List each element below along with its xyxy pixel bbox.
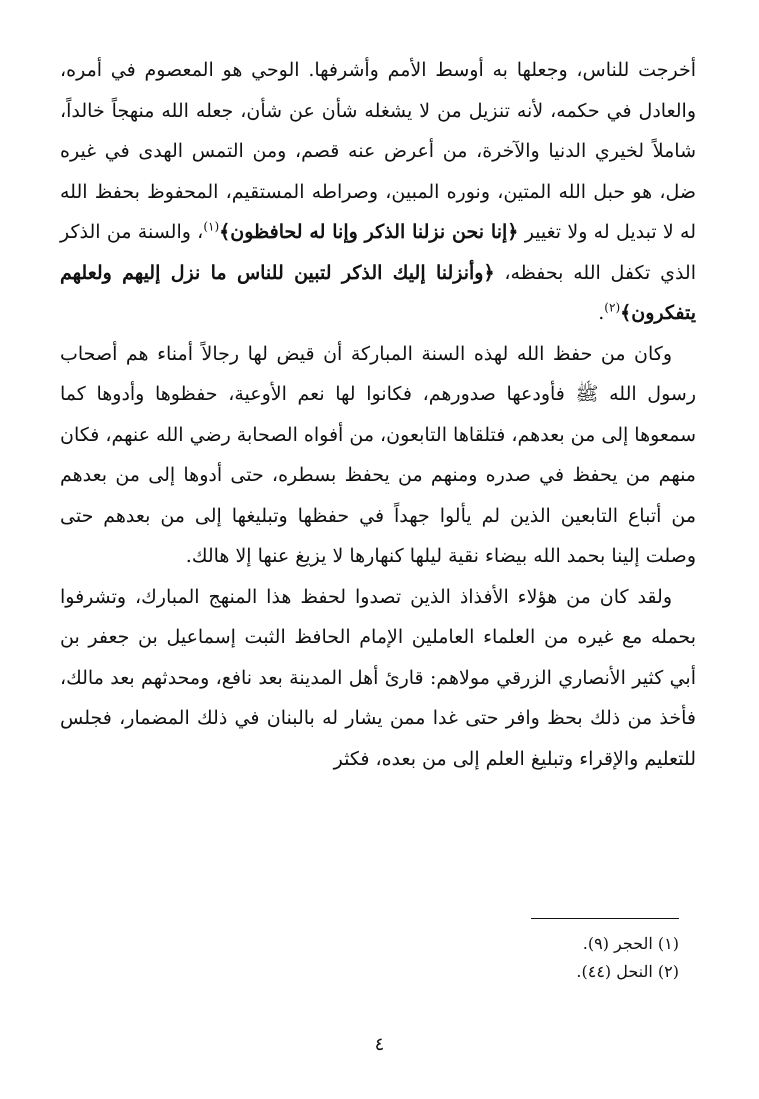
paragraph-1: [60, 50, 696, 334]
footnote-marker-1[interactable]: (١): [203, 219, 220, 234]
paragraph-2-text: وكان من حفظ الله لهذه السنة المباركة أن قيض لها رجالاً أمناء هم أصحاب رسول الله ﷺ فأودعها صدورهم، فكانوا لها نعم الأوعية، حفظوها وأدوها كما سمعوها إلى من بعدهم، فتلقاها التابعون، من أفواه الصحابة رضي الله عنهم، فكان منهم من يحفظ في صدره ومنهم من يحفظ بسطره، حتى أدوها إلى من بعدهم من أتباع التابعين الذين لم يألوا جهداً في حفظها وتبليغها إلى من بعدهم حتى وصلت إلينا بحمد الله بيضاء نقية ليلها كنهارها لا يزيغ عنها إلا هالك.: [60, 342, 696, 567]
footnote-2: (٢) النحل (٤٤).: [576, 962, 679, 981]
page-number: ٤: [374, 1034, 385, 1055]
footnote-marker-2[interactable]: (٢): [604, 300, 621, 315]
quran-verse-1: ﴿إنا نحن نزلنا الذكر وإنا له لحافظون﴾: [219, 221, 519, 243]
page-body: [60, 50, 696, 779]
quran-verse-2: ﴿وأنزلنا إليك الذكر لتبين للناس ما نزل إليهم ولعلهم يتفكرون﴾: [60, 261, 696, 324]
paragraph-1-text-1: أخرجت للناس، وجعلها به أوسط الأمم وأشرفها. الوحي هو المعصوم في أمره، والعادل في حكمه، لأنه تنزيل من لا يشغله شأن عن شأن، جعله الله منهجاً خالداً، شاملاً لخيري الدنيا والآخرة، من أعرض عنه قصم، ومن التمس الهدى في غيره ضل، هو حبل الله المتين، ونوره المبين، وصراطه المستقيم، المحفوظ بحفظ الله له لا تبديل له ولا تغيير: [60, 59, 696, 243]
paragraph-2: [60, 334, 696, 577]
footnotes: [79, 930, 679, 986]
footnote-1: (١) الحجر (٩).: [582, 934, 679, 953]
footnote-divider: [531, 918, 679, 919]
paragraph-1-text-2: ، والسنة من الذكر الذي تكفل الله بحفظه،: [60, 221, 697, 284]
paragraph-1-text-3: .: [598, 302, 605, 324]
paragraph-3-text: ولقد كان من هؤلاء الأفذاذ الذين تصدوا لحفظ هذا المنهج المبارك، وتشرفوا بحمله مع غيره من العلماء العاملين الإمام الحافظ الثبت إسماعيل بن جعفر بن أبي كثير الأنصاري الزرقي مولاهم: قارئ أهل المدينة بعد نافع، ومحدثهم بعد مالك، فأخذ من ذلك بحظ وافر حتى غدا ممن يشار له بالبنان في ذلك المضمار، فجلس للتعليم والإقراء وتبليغ العلم إلى من بعده، فكثر: [60, 585, 696, 770]
paragraph-3: [60, 577, 696, 780]
